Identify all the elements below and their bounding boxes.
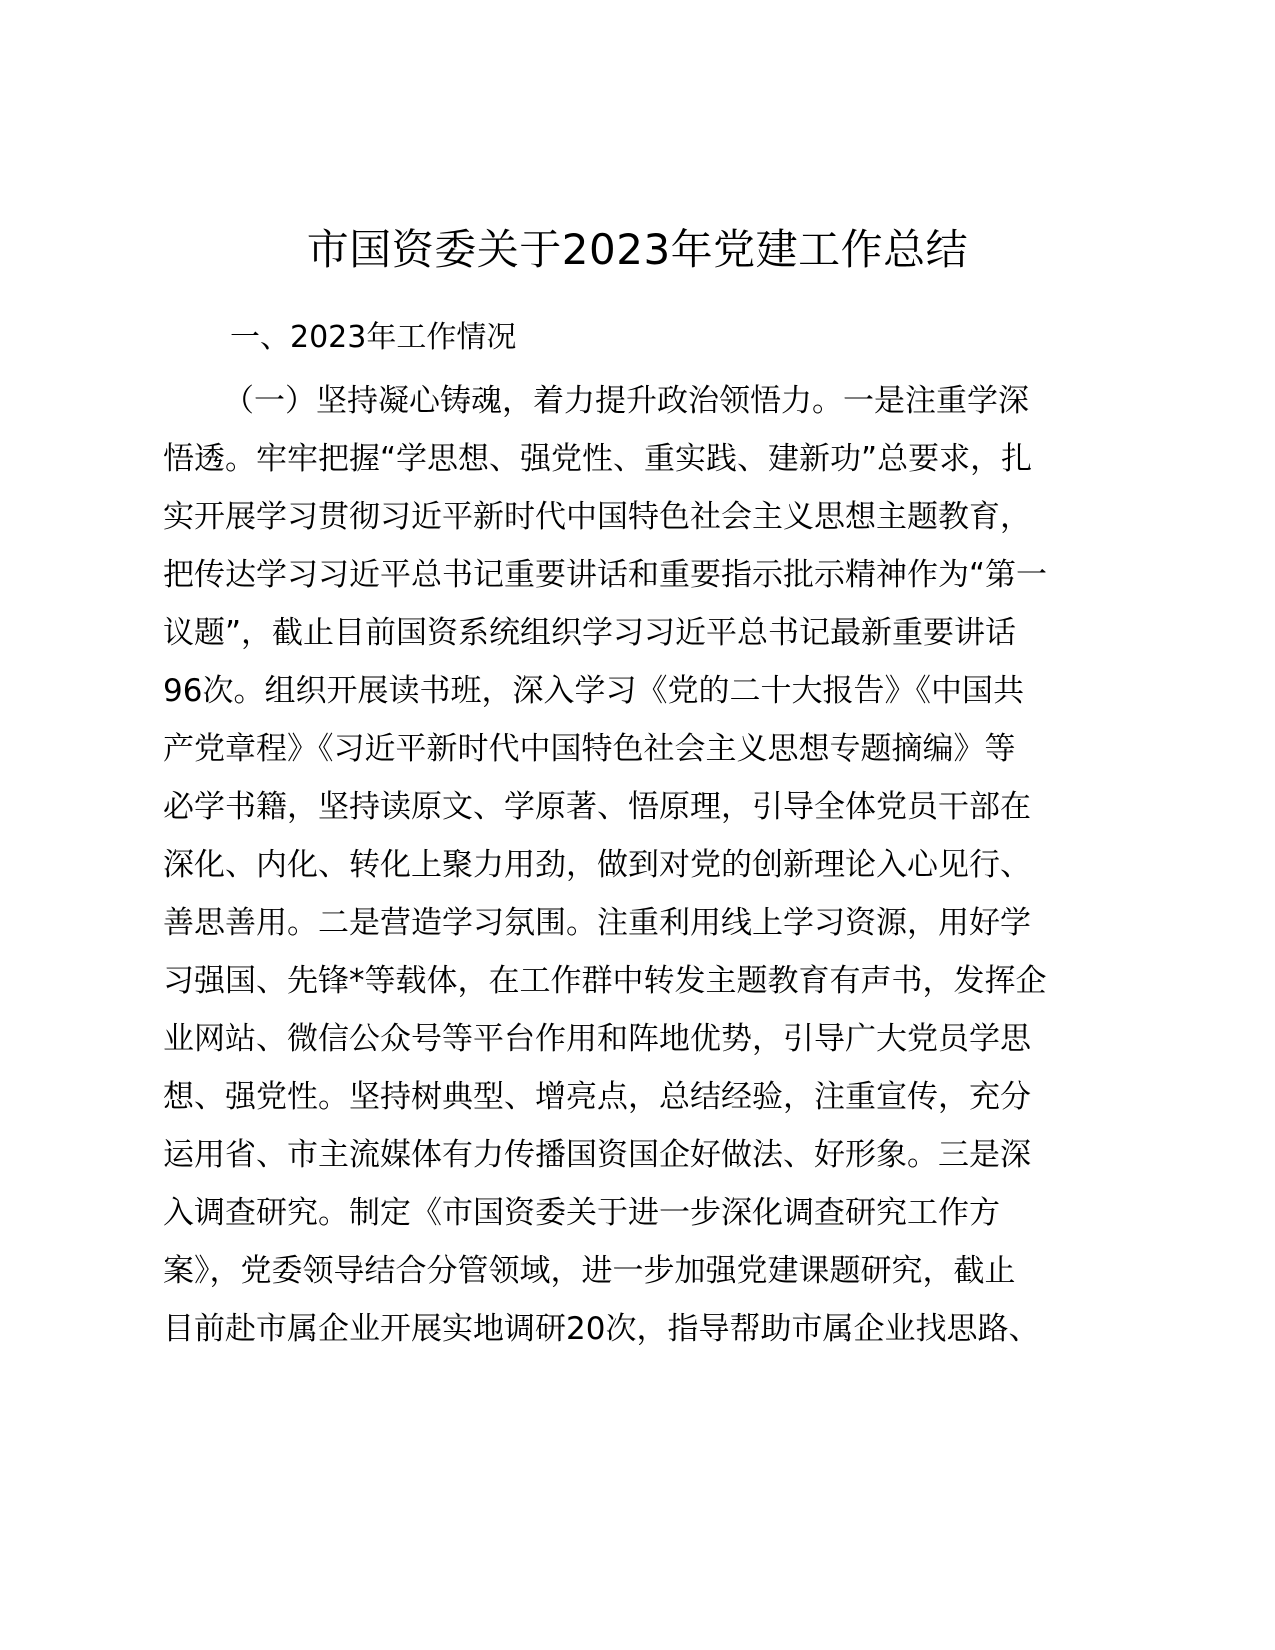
paragraph-line: 深化、内化、转化上聚力用劲，做到对党的创新理论入心见行、: [163, 847, 1031, 883]
paragraph-line: 把传达学习习近平总书记重要讲话和重要指示批示精神作为“第一: [163, 557, 1048, 593]
paragraph-line: 业网站、微信公众号等平台作用和阵地优势，引导广大党员学思: [163, 1021, 1031, 1057]
paragraph-line: 96次。组织开展读书班，深入学习《党的二十大报告》《中国共: [163, 673, 1024, 709]
section-heading: 一、2023年工作情况: [230, 320, 517, 355]
paragraph-line: 运用省、市主流媒体有力传播国资国企好做法、好形象。三是深: [163, 1137, 1031, 1173]
paragraph-line: 实开展学习贯彻习近平新时代中国特色社会主义思想主题教育，: [163, 499, 1031, 535]
paragraph-line: 目前赴市属企业开展实地调研20次，指导帮助市属企业找思路、: [163, 1311, 1040, 1347]
paragraph-line: （一）坚持凝心铸魂，着力提升政治领悟力。一是注重学深: [223, 383, 1029, 419]
paragraph-line: 想、强党性。坚持树典型、增亮点，总结经验，注重宣传，充分: [163, 1079, 1031, 1115]
document-title: 市国资委关于2023年党建工作总结: [306, 225, 969, 274]
body-paragraph: [163, 372, 1113, 1358]
paragraph-line: 议题”，截止目前国资系统组织学习习近平总书记最新重要讲话: [163, 615, 1017, 651]
paragraph-line: 善思善用。二是营造学习氛围。注重利用线上学习资源，用好学: [163, 905, 1031, 941]
paragraph-line: 习强国、先锋*等载体，在工作群中转发主题教育有声书，发挥企: [163, 963, 1047, 999]
paragraph-line: 产党章程》《习近平新时代中国特色社会主义思想专题摘编》等: [163, 731, 1016, 767]
paragraph-line: 必学书籍，坚持读原文、学原著、悟原理，引导全体党员干部在: [163, 789, 1031, 825]
paragraph-line: 悟透。牢牢把握“学思想、强党性、重实践、建新功”总要求，扎: [163, 441, 1033, 477]
paragraph-line: 入调查研究。制定《市国资委关于进一步深化调查研究工作方: [163, 1195, 1000, 1231]
paragraph-line: 案》，党委领导结合分管领域，进一步加强党建课题研究，截止: [163, 1253, 1016, 1289]
